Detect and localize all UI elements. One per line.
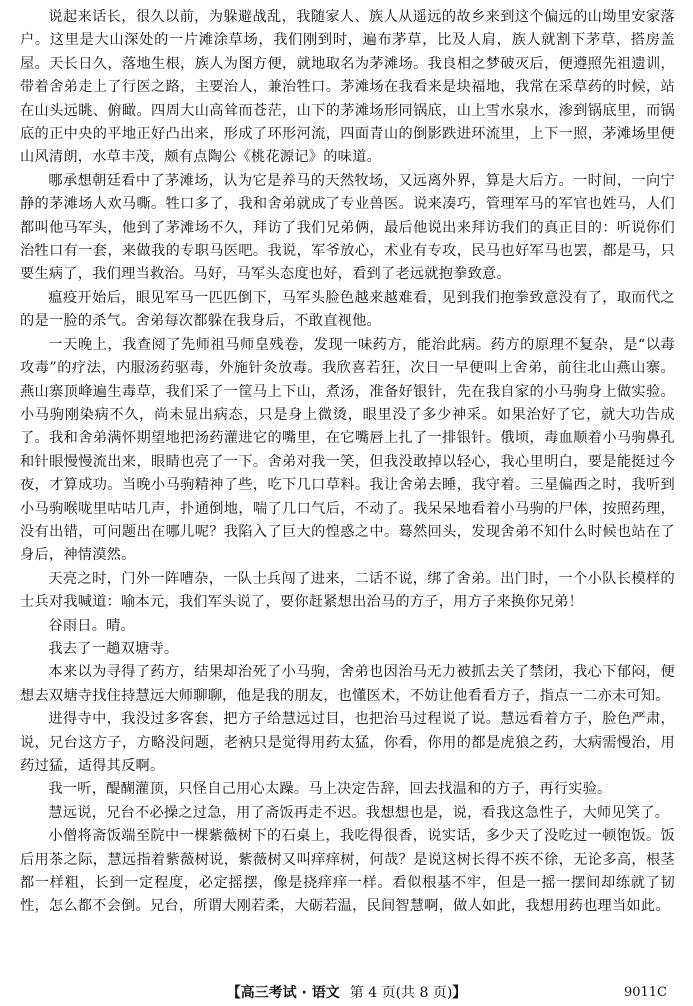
paragraph-10: 我一听，醍醐灌顶，只怪自己用心太躁。马上决定告辞，回去找温和的方子，再行实验。 bbox=[48, 781, 612, 798]
article-body bbox=[20, 6, 675, 919]
paragraph-4: 一天晚上，我查阅了先师祖马师皇残卷，发现一味药方，能治此病。药方的原理不复杂，是“以毒攻毒”的疗法，内服汤药驱毒，外施针灸放毒。我欣喜若狂，次日一早便叫上舍弟，前往北山燕山寨。燕山寨顶峰遍生毒草，我们采了一筐马上下山，煮汤，准备好银针，先在我自家的小马驹身上做实验。小马驹刚染病不久，尚未显出病态，只是身上微烫，眼里没了多少神采。如果治好了它，就大功告成了。我和舍弟满怀期望地把汤药灌进它的嘴里，在它嘴唇上扎了一排银针。俄顷，毒血顺着小马驹鼻孔和针眼慢慢流出来，眼睛也亮了一下。舍弟对我一笑，但我没敢掉以轻心，我心里明白，要是能挺过今夜，才算成功。当晚小马驹精神了些，吃下几口草料。我让舍弟去睡，我守着。三星偏西之时，我听到小马驹喉咙里咕咕几声，扑通倒地，喘了几口气后，不动了。我呆呆地看着小马驹的尸体，按照药理，没有出错，可问题出在哪儿呢？我陷入了巨大的惶惑之中。蓦然回头，发现舍弟不知什么时候也站在了身后，神情漠然。 bbox=[20, 336, 675, 564]
footer-label bbox=[0, 982, 693, 1004]
footer-close-bracket: 】 bbox=[452, 985, 467, 1001]
page-footer bbox=[0, 982, 693, 1004]
footer-title: 高三考试 · 语文 bbox=[240, 985, 340, 1001]
paragraph-6: 谷雨日。晴。 bbox=[48, 617, 136, 634]
footer-page-info: 第 4 页(共 8 页) bbox=[349, 985, 453, 1001]
paragraph-11: 慧远说，兄台不必操之过急，用了斋饭再走不迟。我想想也是，说，看我这急性子，大师见笑了。 bbox=[48, 804, 670, 821]
paragraph-12: 小僧将斋饭端至院中一棵紫薇树下的石桌上，我吃得很香，说实话，多少天了没吃过一顿饱饭。饭后用茶之际，慧远指着紫薇树说，紫薇树又叫痒痒树，何哉？是说这树长得不疾不徐，无论多高，根茎都一样粗，长到一定程度，必定摇摆，像是挠痒痒一样。看似根基不牢，但是一摇一摆间却练就了韧性，怎么都不会倒。兄台，所谓大刚若柔，大砺若温，民间智慧啊，做人如此，我想用药也理当如此。 bbox=[20, 828, 675, 915]
paragraph-2: 哪承想朝廷看中了茅滩场，认为它是养马的天然牧场，又远离外界，算是大后方。一时间，一向宁静的茅滩场人欢马嘶。牲口多了，我和舍弟就成了专业兽医。说来凑巧，管理军马的军官也姓马，人们都叫他马军头，他到了茅滩场不久，拜访了我们兄弟俩，最后他说出来拜访我们的真正目的：听说你们治牲口有一套，来做我的专职马医吧。我说，军爷放心，术业有专攻，民马也好军马也罢，都是马，只要生病了，我们理当救治。马好，马军头态度也好，看到了老远就抱拳致意。 bbox=[20, 172, 675, 283]
footer-open-bracket: 【 bbox=[226, 985, 241, 1001]
paragraph-1: 说起来话长，很久以前，为躲避战乱，我随家人、族人从遥远的故乡来到这个偏远的山坳里安家落户。这里是大山深处的一片滩涂草场，我们刚到时，遍布茅草，比及人肩，族人就割下茅草，搭房盖屋。天长日久，落地生根，族人为图方便，就地取名为茅滩场。我良相之梦破灭后，便遵照先祖遗训，带着舍弟走上了行医之路，主要治人，兼治牲口。茅滩场在我看来是块福地，我常在采草药的时候，站在山头远眺、俯瞰。四周大山高耸而苍茫，山下的茅滩场形同锅底，山上雪水泉水，渗到锅底里，而锅底的正中央的平地正好凸出来，形成了环形河流，四面青山的倒影跌进环流里，上下一照，茅滩场里便山风清朗，水草丰茂，颇有点陶公《桃花源记》的味道。 bbox=[20, 9, 675, 166]
paragraph-8: 本来以为寻得了药方，结果却治死了小马驹，舍弟也因治马无力被抓去关了禁闭，我心下郁闷，便想去双塘寺找住持慧远大师聊聊，他是我的朋友，也懂医术，不妨让他看看方子，指点一二亦未可知。 bbox=[20, 664, 675, 704]
paragraph-5: 天亮之时，门外一阵嘈杂，一队士兵闯了进来，二话不说，绑了舍弟。出门时，一个小队长模样的士兵对我喊道：喻本元，我们军头说了，要你赶紧想出治马的方子，用方子来换你兄弟！ bbox=[20, 570, 675, 611]
footer-exam-code: 9011C bbox=[623, 985, 667, 1000]
paragraph-3: 瘟疫开始后，眼见军马一匹匹倒下，马军头脸色越来越难看，见到我们抱拳致意没有了，取而代之的是一脸的杀气。舍弟每次都躲在我身后，不敢直视他。 bbox=[20, 289, 675, 330]
paragraph-9: 进得寺中，我没过多客套，把方子给慧远过目，也把治马过程说了说。慧远看着方子，脸色严肃，说，兄台这方子，方略没问题，老衲只是觉得用药太猛，你看，你用的都是虎狼之药，大病需慢治，用药过猛，适得其反啊。 bbox=[20, 711, 675, 774]
paragraph-7: 我去了一趟双塘寺。 bbox=[48, 640, 179, 657]
